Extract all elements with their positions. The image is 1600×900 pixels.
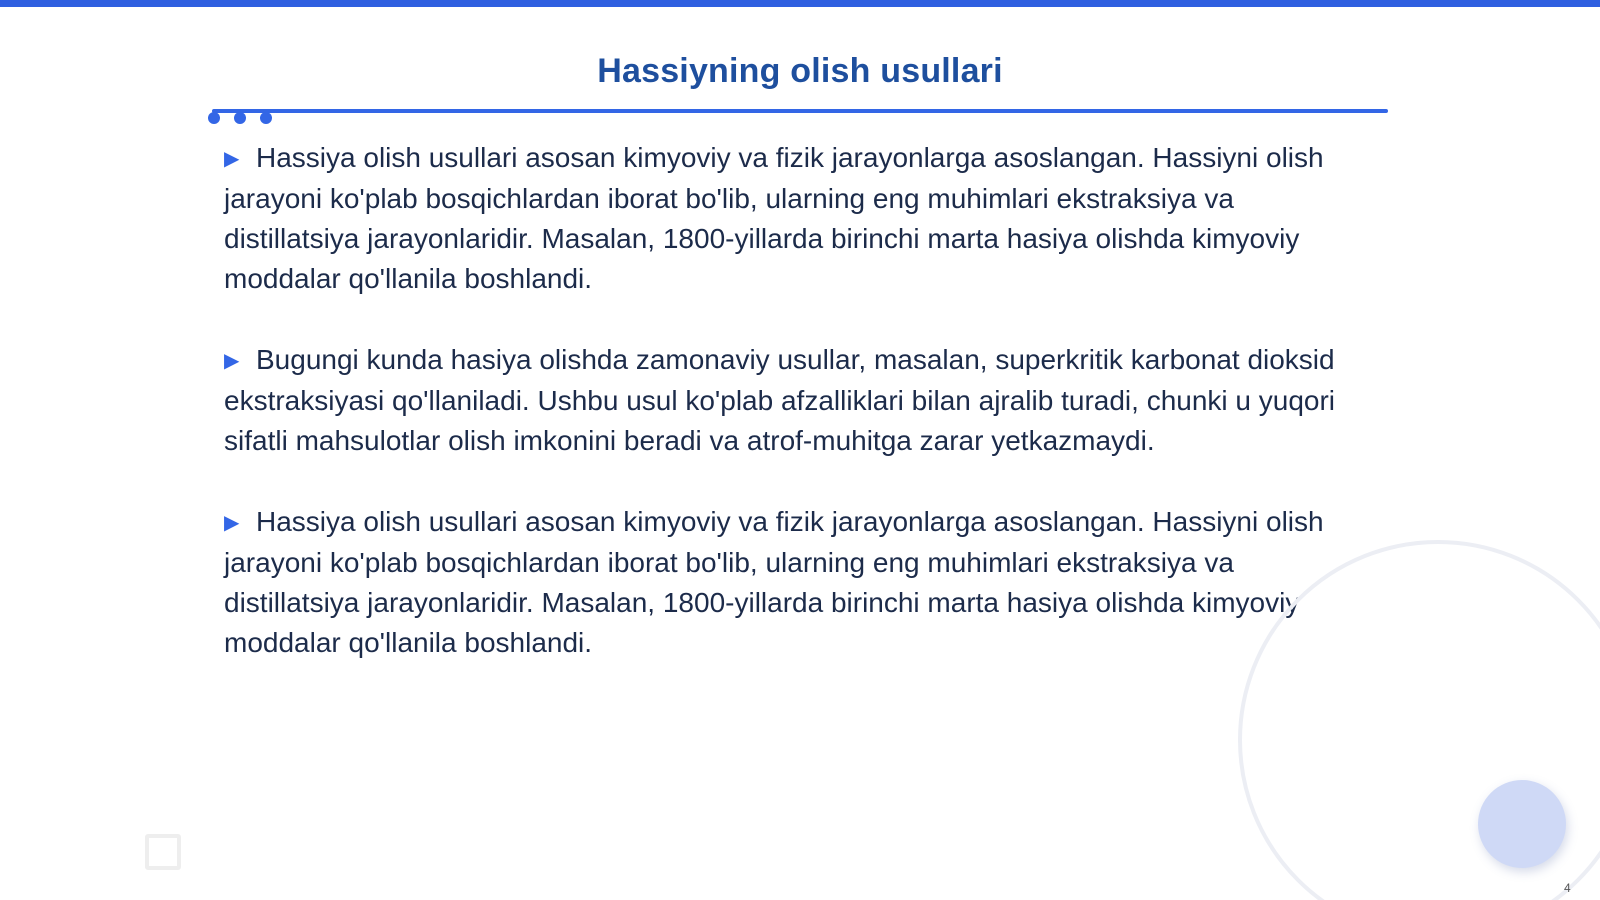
decorative-square — [145, 834, 181, 870]
bullet-paragraph — [224, 138, 1374, 299]
decorative-circle — [1478, 780, 1566, 868]
triangle-right-icon: ▶ — [224, 512, 240, 534]
underline-dot — [234, 112, 246, 124]
underline-dot — [208, 112, 220, 124]
bullet-paragraph — [224, 502, 1374, 663]
paragraph-text: Hassiya olish usullari asosan kimyoviy va fizik jarayonlarga asoslangan. Hassiyni olish jarayoni ko'plab bosqichlardan iborat bo'lib, ularning eng muhimlari ekstraksiya va distillatsiya jarayonlaridir. Masalan, 1800-yillarda birinchi marta hasiya olishda kimyoviy moddalar qo'llanila boshlandi. — [224, 506, 1324, 658]
bullet-paragraph — [224, 340, 1374, 461]
underline-dot — [260, 112, 272, 124]
paragraph-text: Bugungi kunda hasiya olishda zamonaviy usullar, masalan, superkritik karbonat dioksid ekstraksiyasi qo'llaniladi. Ushbu usul ko'plab afzalliklari bilan ajralib turadi, chunki u yuqori sifatli mahsulotlar olish imkonini beradi va atrof-muhitga zarar yetkazmaydi. — [224, 344, 1336, 456]
page-number: 4 — [1564, 881, 1571, 895]
bullet-list — [224, 138, 1374, 704]
title-underline — [212, 109, 1388, 113]
slide-title: Hassiyning olish usullari — [597, 52, 1003, 90]
triangle-right-icon: ▶ — [224, 350, 240, 372]
paragraph-text: Hassiya olish usullari asosan kimyoviy va fizik jarayonlarga asoslangan. Hassiyni olish jarayoni ko'plab bosqichlardan iborat bo'lib, ularning eng muhimlari ekstraksiya va distillatsiya jarayonlaridir. Masalan, 1800-yillarda birinchi marta hasiya olishda kimyoviy moddalar qo'llanila boshlandi. — [224, 142, 1324, 294]
triangle-right-icon: ▶ — [224, 148, 240, 170]
top-accent-bar — [0, 0, 1600, 7]
